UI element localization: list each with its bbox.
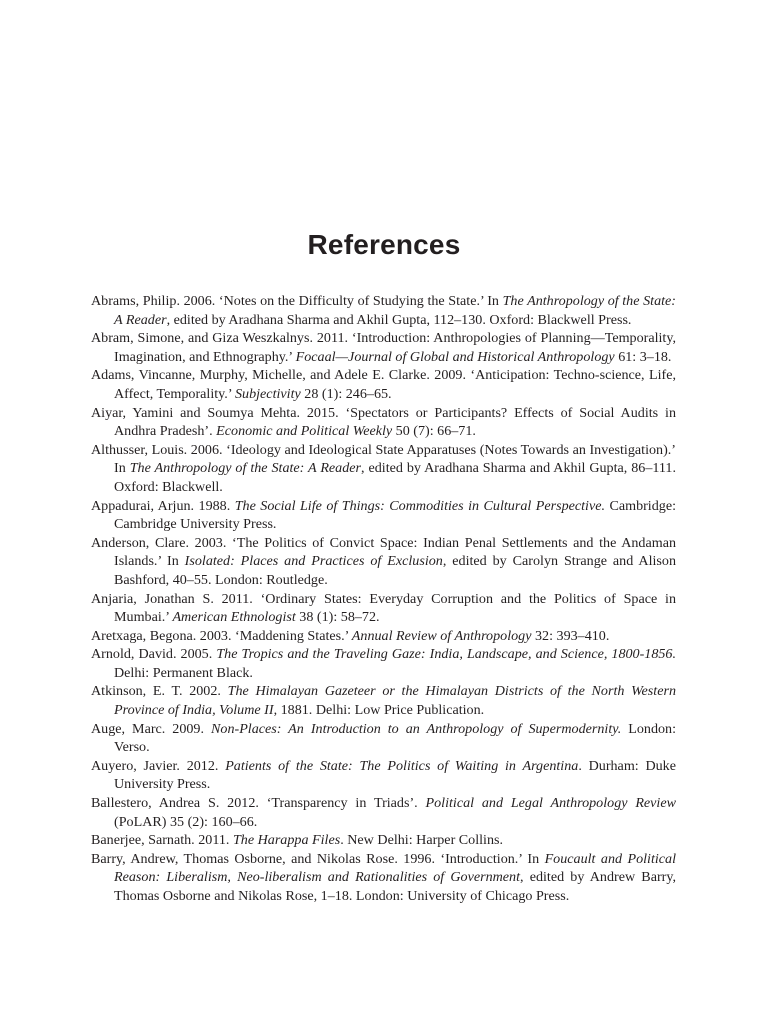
reference-title-italic: The Tropics and the Traveling Gaze: India, Landscape, and Science, 1800-1856. bbox=[216, 646, 677, 663]
reference-text: Delhi: Permanent Black. bbox=[114, 664, 253, 681]
reference-text: London: Verso. bbox=[114, 720, 676, 756]
reference-text: Althusser, Louis. 2006. ‘Ideology and Ideological State Apparatuses (Notes Towards an Investigation).’ In bbox=[91, 441, 676, 477]
reference-title-italic: Economic and Political Weekly bbox=[216, 423, 393, 440]
reference-entry bbox=[91, 831, 676, 850]
reference-entry bbox=[91, 850, 676, 906]
reference-text: Appadurai, Arjun. 1988. bbox=[91, 497, 235, 514]
reference-text: Anjaria, Jonathan S. 2011. ‘Ordinary States: Everyday Corruption and the Politics of Space in Mumbai.’ bbox=[91, 590, 676, 626]
reference-title-italic: Annual Review of Anthropology bbox=[351, 627, 532, 644]
reference-text: Abram, Simone, and Giza Weszkalnys. 2011. ‘Introduction: Anthropologies of Planning—Temporality, Imagination, and Ethnography.’ bbox=[91, 330, 676, 365]
reference-text: 61: 3–18. bbox=[614, 348, 672, 365]
reference-entry bbox=[91, 794, 676, 831]
reference-title-italic: Focaal—Journal of Global and Historical Anthropology bbox=[295, 348, 615, 365]
reference-text: Atkinson, E. T. 2002. bbox=[91, 683, 228, 700]
reference-text: , 1881. Delhi: Low Price Publication. bbox=[273, 702, 485, 719]
reference-entry bbox=[91, 292, 676, 329]
reference-text: Aiyar, Yamini and Soumya Mehta. 2015. ‘Spectators or Participants? Effects of Social Audits in Andhra Pradesh’. bbox=[91, 404, 676, 440]
reference-title-italic: The Social Life of Things: Commodities in Cultural Perspective. bbox=[234, 497, 605, 514]
reference-text: Arnold, David. 2005. bbox=[91, 646, 217, 663]
reference-entry bbox=[91, 590, 676, 627]
reference-title-italic: The Himalayan Gazeteer or the Himalayan Districts of the North Western Province of India, Volume II bbox=[114, 683, 676, 719]
reference-entry bbox=[91, 329, 676, 366]
reference-title-italic: The Harappa Files bbox=[232, 832, 341, 849]
reference-text: , edited by Aradhana Sharma and Akhil Gupta, 112–130. Oxford: Blackwell Press. bbox=[166, 311, 632, 328]
reference-entry bbox=[91, 497, 676, 534]
reference-text: Abrams, Philip. 2006. ‘Notes on the Difficulty of Studying the State.’ In bbox=[91, 293, 503, 309]
reference-text: , edited by Andrew Barry, Thomas Osborne and Nikolas Rose, 1–18. London: University of Chicago Press. bbox=[114, 869, 676, 904]
reference-text: 38 (1): 58–72. bbox=[295, 609, 380, 626]
reference-title-italic: Subjectivity bbox=[235, 385, 301, 402]
reference-text: , edited by Aradhana Sharma and Akhil Gupta, 86–111. Oxford: Blackwell. bbox=[114, 460, 676, 495]
reference-text: Barry, Andrew, Thomas Osborne, and Nikolas Rose. 1996. ‘Introduction.’ In bbox=[91, 850, 545, 867]
reference-text: . New Delhi: Harper Collins. bbox=[340, 832, 504, 849]
reference-text: Adams, Vincanne, Murphy, Michelle, and Adele E. Clarke. 2009. ‘Anticipation: Techno-science, Life, Affect, Temporality.’ bbox=[91, 367, 676, 402]
reference-text: Auge, Marc. 2009. bbox=[91, 720, 211, 737]
reference-text: (PoLAR) 35 (2): 160–66. bbox=[114, 813, 258, 830]
reference-text: Ballestero, Andrea S. 2012. ‘Transparency in Triads’. bbox=[91, 795, 426, 812]
reference-text: . Durham: Duke University Press. bbox=[114, 757, 676, 793]
reference-entry bbox=[91, 534, 676, 590]
reference-title-italic: Isolated: Places and Practices of Exclusion bbox=[184, 553, 443, 570]
reference-text: Anderson, Clare. 2003. ‘The Politics of Convict Space: Indian Penal Settlements and the Andaman Islands.’ In bbox=[91, 534, 676, 570]
reference-title-italic: American Ethnologist bbox=[172, 609, 296, 626]
reference-text: Aretxaga, Begona. 2003. ‘Maddening States.’ bbox=[91, 627, 352, 644]
reference-text: 50 (7): 66–71. bbox=[392, 423, 476, 440]
reference-title-italic: Patients of the State: The Politics of Waiting in Argentina bbox=[225, 757, 579, 774]
reference-title-italic: The Anthropology of the State: A Reader bbox=[114, 293, 676, 328]
reference-entry bbox=[91, 682, 676, 719]
reference-text: 28 (1): 246–65. bbox=[300, 385, 392, 402]
reference-title-italic: The Anthropology of the State: A Reader bbox=[129, 460, 362, 477]
page-heading: References bbox=[307, 229, 461, 260]
reference-entry bbox=[91, 627, 676, 646]
reference-title-italic: Political and Legal Anthropology Review bbox=[425, 795, 677, 812]
reference-text: Banerjee, Sarnath. 2011. bbox=[91, 832, 233, 849]
reference-entry bbox=[91, 757, 676, 794]
reference-text: , edited by Carolyn Strange and Alison Bashford, 40–55. London: Routledge. bbox=[114, 553, 676, 588]
reference-entry bbox=[91, 366, 676, 403]
reference-list bbox=[91, 292, 676, 906]
reference-text: Auyero, Javier. 2012. bbox=[91, 757, 226, 774]
reference-title-italic: Foucault and Political Reason: Liberalism, Neo-liberalism and Rationalities of Government bbox=[114, 850, 677, 886]
reference-entry bbox=[91, 441, 676, 497]
reference-entry bbox=[91, 645, 676, 682]
reference-text: Cambridge: Cambridge University Press. bbox=[114, 497, 676, 533]
reference-title-italic: Non-Places: An Introduction to an Anthropology of Supermodernity. bbox=[211, 720, 622, 737]
reference-entry bbox=[91, 404, 676, 441]
reference-entry bbox=[91, 720, 676, 757]
reference-text: 32: 393–410. bbox=[531, 627, 610, 644]
